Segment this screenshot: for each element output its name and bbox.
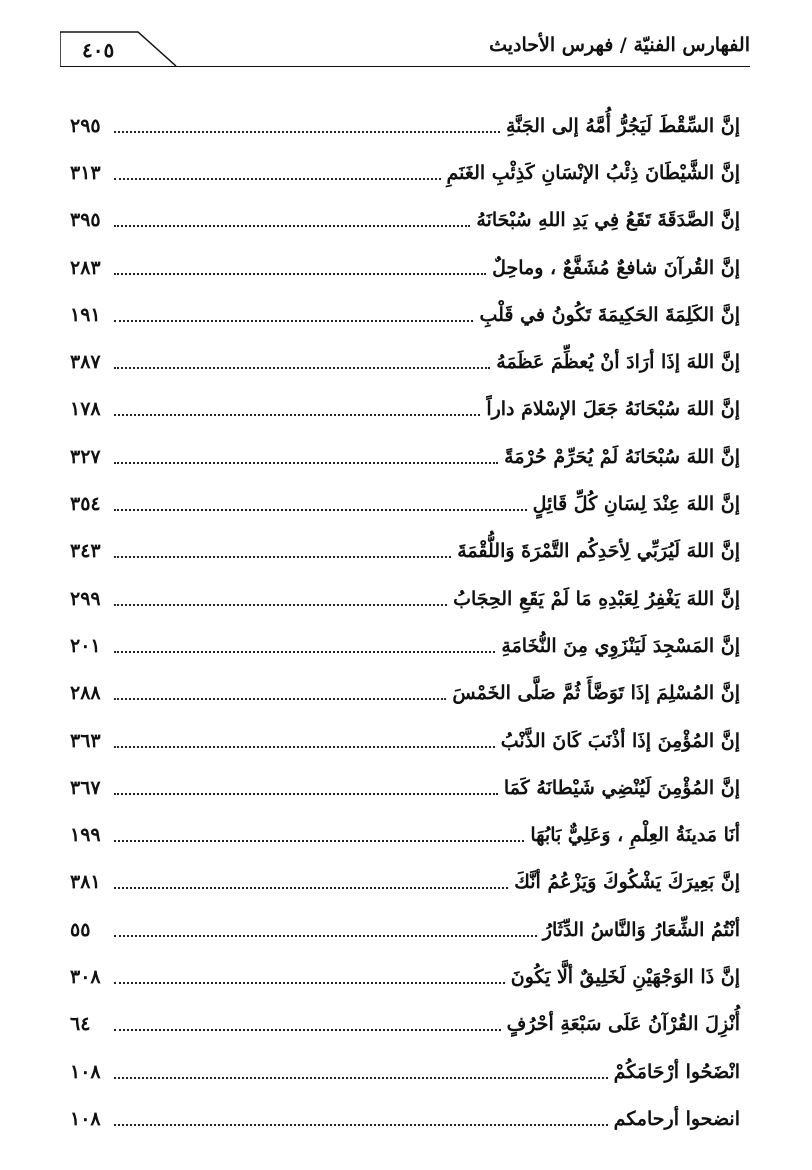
header-page-number: ٤٠٥ [82, 38, 115, 62]
entry-text: إنَّ اللهَ لَيُرَبِّي لِأحَدِكُم التَّمْرَةَ وَاللُّقْمَةَ [457, 540, 740, 563]
index-entry [70, 811, 740, 858]
entry-text: إنَّ السِّقْطَ لَيَجُرُّ أُمَّهُ إلى الجَنَّةِ [505, 114, 740, 137]
entry-text: إنَّ اللهَ سُبْحَانَهُ لَمْ يُحَرِّمْ حُرْمَةً [504, 445, 740, 468]
entry-page-number: ٣٤٣ [70, 540, 101, 563]
entry-page-number: ٦٤ [70, 1013, 91, 1036]
dot-leader [114, 604, 447, 606]
entry-text: أنْتُمُ الشِّعَارُ وَالنَّاسُ الدِّثَارُ [542, 918, 740, 941]
dot-leader [114, 698, 446, 700]
entry-page-number: ١٠٨ [70, 1107, 101, 1130]
dot-leader [114, 935, 537, 937]
entry-text: أنَا مَدينَةُ العِلْمِ ، وَعَلِيٌّ بَابُهَا [530, 824, 740, 847]
dot-leader [114, 367, 490, 369]
dot-leader [114, 840, 524, 842]
entry-page-number: ١٩١ [70, 303, 101, 326]
dot-leader [114, 509, 527, 511]
entry-page-number: ٢٩٥ [70, 114, 101, 137]
dot-leader [114, 793, 498, 795]
entry-text: انْضَحُوا أرْحَامَكُمْ [613, 1060, 740, 1083]
entry-text: إنَّ المُسْلِمَ إذَا تَوَضَّأَ ثُمَّ صَلَّى الخَمْسَ [452, 682, 740, 705]
dot-leader [114, 746, 495, 748]
entry-page-number: ١٧٨ [70, 398, 101, 421]
entry-page-number: ٣٠٨ [70, 965, 101, 988]
entry-text: أُنْزِلَ القُرْآنُ عَلَى سَبْعَةِ أحْرُفٍ [506, 1013, 740, 1036]
dot-leader [114, 982, 505, 984]
entry-text: إنَّ اللهَ عِنْدَ لِسَانِ كُلِّ قَائِلٍ [532, 493, 740, 516]
entry-page-number: ٢٩٩ [70, 587, 101, 610]
entry-text: إنَّ الصَّدَقَةَ تَقَعُ فِي يَدِ اللهِ سُبْحَانَهُ [476, 209, 740, 232]
index-entry [70, 102, 740, 149]
page-number-tab-outline [60, 30, 180, 66]
entry-page-number: ٣٨٧ [70, 351, 101, 374]
index-entry [70, 433, 740, 480]
entry-text: إنَّ ذَا الوَجْهَيْنِ لَخَلِيقٌ ألَّا يَكُونَ [510, 965, 740, 988]
index-entry [70, 291, 740, 338]
entry-page-number: ٢٨٣ [70, 256, 101, 279]
entry-text: إنَّ المَسْجِدَ لَيَنْزَوِي مِنَ النُّخَامَةِ [501, 634, 740, 657]
dot-leader [114, 1029, 501, 1031]
dot-leader [114, 887, 508, 889]
entry-text: إنَّ الكَلِمَةَ الحَكِيمَةَ تَكُونُ في قَلْبِ [479, 303, 740, 326]
dot-leader [114, 225, 470, 227]
entry-page-number: ١٠٨ [70, 1060, 101, 1083]
dot-leader [114, 131, 500, 133]
entry-page-number: ٣٦٣ [70, 729, 101, 752]
index-entry [70, 149, 740, 196]
index-entry [70, 338, 740, 385]
entry-text: إنَّ بَعِيرَكَ يَشْكُوكَ وَيَزْعُمُ أنَّكَ [514, 871, 740, 894]
index-entry [70, 906, 740, 953]
dot-leader [114, 1077, 608, 1079]
entry-page-number: ١٩٩ [70, 824, 101, 847]
index-entry [70, 575, 740, 622]
entry-text: إنَّ اللهَ يَغْفِرُ لِعَبْدِهِ مَا لَمْ يَقَعِ الحِجَابُ [453, 587, 740, 610]
header-title: الفهارس الفنيّة / فهرس الأحاديث [489, 34, 750, 56]
index-entry [70, 670, 740, 717]
index-entry [70, 622, 740, 669]
page-number-tab [60, 30, 180, 66]
index-entry [70, 1048, 740, 1095]
entry-text: إنَّ المُؤْمِنَ لَيُنْضِي شَيْطانَهُ كَمَا [503, 776, 740, 799]
entry-text: انضحوا أرحامكم [613, 1107, 740, 1130]
entry-text: إنَّ المُؤْمِنَ إذَا أذْنَبَ كَانَ الذَّنْبُ [500, 729, 740, 752]
index-entry [70, 1001, 740, 1048]
entry-page-number: ٣٩٥ [70, 209, 101, 232]
index-entry [70, 528, 740, 575]
index-entry [70, 197, 740, 244]
index-entry [70, 764, 740, 811]
entry-page-number: ٣٨١ [70, 871, 101, 894]
dot-leader [114, 178, 441, 180]
hadith-index-list [70, 102, 740, 1143]
index-entry [70, 480, 740, 527]
index-entry [70, 244, 740, 291]
entry-page-number: ٥٥ [70, 918, 91, 941]
index-entry [70, 717, 740, 764]
entry-text: إنَّ القُرآنَ شافعٌ مُشَفَّعٌ ، وماحِلٌ [492, 256, 740, 279]
entry-text: إنَّ اللهَ إذَا أرَادَ أنْ يُعظِّمَ عَظَمَهُ [496, 351, 740, 374]
dot-leader [114, 320, 473, 322]
dot-leader [114, 462, 498, 464]
entry-page-number: ٣٦٧ [70, 776, 101, 799]
dot-leader [114, 273, 486, 275]
entry-text: إنَّ اللهَ سُبْحَانَهُ جَعَلَ الإسْلامَ داراً [486, 398, 740, 421]
entry-page-number: ٣٢٧ [70, 445, 101, 468]
index-entry [70, 859, 740, 906]
index-entry [70, 1095, 740, 1142]
entry-page-number: ٣٥٤ [70, 493, 101, 516]
dot-leader [114, 414, 480, 416]
dot-leader [114, 1124, 608, 1126]
entry-text: إنَّ الشَّيْطَانَ ذِئْبُ الإنْسَانِ كَذِئْبِ الغَنَمِ [446, 161, 740, 184]
page-header [60, 28, 750, 72]
index-entry [70, 953, 740, 1000]
dot-leader [114, 651, 495, 653]
entry-page-number: ٢٠١ [70, 634, 101, 657]
entry-page-number: ٢٨٨ [70, 682, 101, 705]
index-entry [70, 386, 740, 433]
entry-page-number: ٣١٣ [70, 161, 101, 184]
header-rule [60, 66, 750, 67]
dot-leader [114, 556, 451, 558]
